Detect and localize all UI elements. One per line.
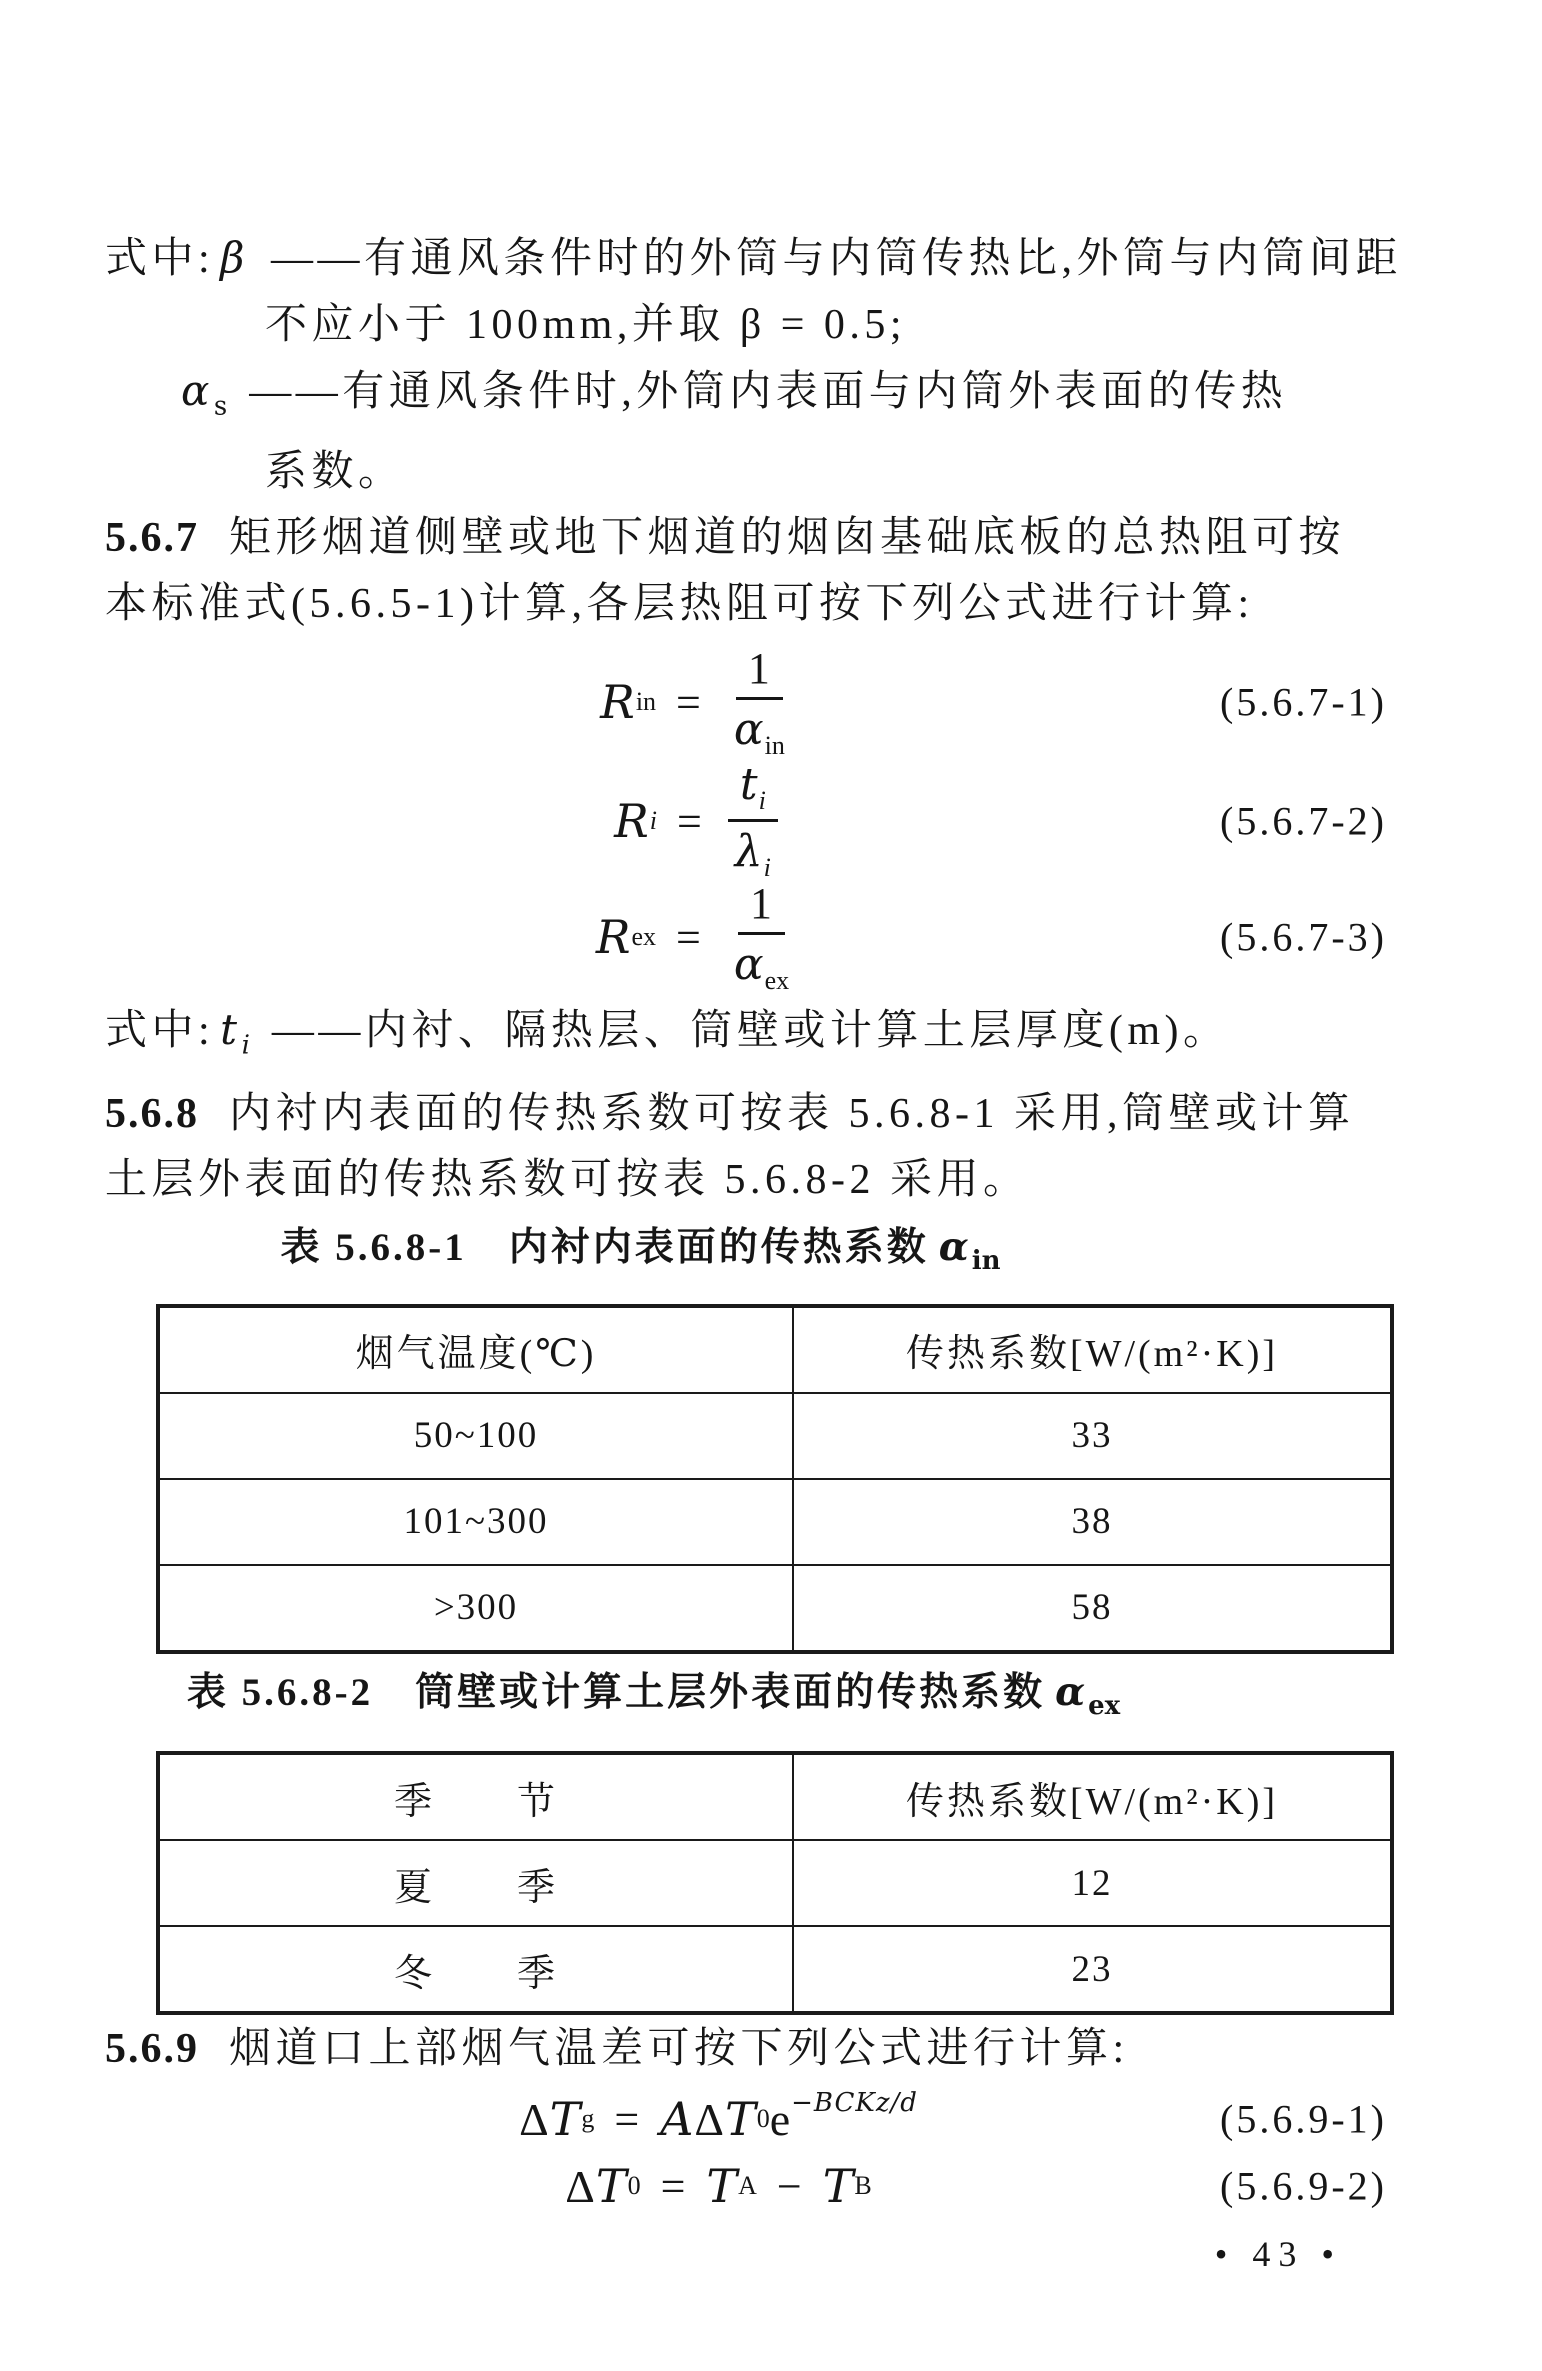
alpha-s-symbol: $\alpha_s$ — [181, 366, 228, 422]
numerator: 1 — [736, 646, 783, 700]
numerator: $t_i$ — [728, 762, 778, 822]
T-subscript: 0 — [756, 2104, 770, 2134]
formula-body — [565, 2159, 871, 2213]
delta-symbol: Δ — [694, 2093, 726, 2145]
table-row — [158, 1479, 1392, 1565]
R-subscript: i — [649, 806, 657, 836]
beta-definition-line2: 不应小于 100mm,并取 β = 0.5; — [265, 302, 907, 348]
coef-value-cell: 38 — [793, 1479, 1392, 1565]
section-text: 矩形烟道侧壁或地下烟道的烟囱基础底板的总热阻可按 — [229, 515, 1346, 562]
R-symbol: R — [600, 675, 636, 730]
T-subscript: B — [854, 2171, 872, 2201]
section-5-6-8-line1 — [105, 1081, 1442, 1147]
equals-sign: = — [614, 2094, 641, 2144]
equals-sign: = — [676, 796, 703, 846]
T-symbol: T — [822, 2159, 855, 2214]
fraction — [722, 643, 797, 760]
section-text: 内衬内表面的传热系数可按表 5.6.8-1 采用,筒壁或计算 — [229, 1090, 1355, 1137]
denominator: $\alpha_{in}$ — [733, 703, 785, 760]
season-cell: 夏 季 — [158, 1840, 793, 1926]
beta-definition-line1 — [105, 225, 1442, 292]
header-season: 季 节 — [158, 1753, 793, 1840]
alpha-s-definition-line2: 系数。 — [265, 449, 405, 496]
formula-body — [519, 2088, 918, 2147]
formula-body — [595, 878, 801, 995]
equation-number: (5.6.9-2) — [1220, 2163, 1387, 2209]
T-symbol: T — [595, 2159, 628, 2214]
A-symbol: A — [660, 2092, 695, 2147]
temp-range-cell: 101~300 — [158, 1479, 793, 1565]
formula-body — [614, 758, 783, 882]
section-number: 5.6.9 — [105, 2026, 199, 2073]
coef-value-cell: 58 — [793, 1565, 1392, 1652]
equation-number: (5.6.9-1) — [1220, 2096, 1387, 2142]
fraction — [722, 878, 801, 995]
equals-sign: = — [676, 912, 702, 962]
coef-value-cell: 33 — [793, 1393, 1392, 1479]
denominator: $\alpha_{ex}$ — [733, 938, 790, 995]
section-5-6-9-line1 — [105, 2016, 1442, 2082]
temp-range-cell: >300 — [158, 1565, 793, 1652]
formula-5-6-9-2 — [105, 2151, 1442, 2221]
section-5-6-7-line2: 本标准式(5.6.5-1)计算,各层热阻可按下列公式进行计算: — [105, 581, 1254, 628]
ti-definition-line — [105, 997, 1442, 1078]
where-label: 式中: — [105, 1008, 215, 1055]
table-header-row — [158, 1306, 1392, 1393]
season-cell: 冬 季 — [158, 1926, 793, 2013]
section-number: 5.6.7 — [105, 515, 199, 562]
fraction — [723, 758, 783, 882]
formula-5-6-9-1 — [105, 2084, 1442, 2154]
beta-symbol: β — [220, 233, 249, 282]
section-text: 烟道口上部烟气温差可按下列公式进行计算: — [229, 2026, 1129, 2073]
section-5-6-7-line1 — [105, 505, 1442, 571]
header-heat-transfer-coef: 传热系数[W/(m²·K)] — [793, 1753, 1392, 1840]
formula-5-6-7-3 — [105, 877, 1442, 997]
T-subscript: g — [581, 2104, 595, 2134]
coef-value-cell: 23 — [793, 1926, 1392, 2013]
R-subscript: ex — [631, 922, 657, 952]
delta-symbol: Δ — [519, 2093, 550, 2145]
equation-number: (5.6.7-1) — [1220, 679, 1387, 725]
equation-number: (5.6.7-3) — [1220, 914, 1387, 960]
formula-5-6-7-1 — [105, 642, 1442, 762]
delta-symbol: Δ — [565, 2160, 596, 2212]
equals-sign: = — [660, 2161, 687, 2211]
table-row — [158, 1565, 1392, 1652]
table-row — [158, 1840, 1392, 1926]
minus-sign: − — [776, 2161, 803, 2211]
table-row — [158, 1393, 1392, 1479]
T-subscript: 0 — [627, 2171, 641, 2201]
R-symbol: R — [614, 794, 650, 849]
denominator: $\lambda_i$ — [734, 825, 771, 882]
R-subscript: in — [635, 687, 657, 717]
coef-value-cell: 12 — [793, 1840, 1392, 1926]
T-subscript: A — [738, 2171, 757, 2201]
table2-caption: 表 5.6.8-2 筒壁或计算土层外表面的传热系数 $\alpha_{ex}$ — [186, 1668, 1121, 1721]
section-number: 5.6.8 — [105, 1090, 199, 1137]
numerator: 1 — [738, 881, 785, 935]
ti-symbol: $t_i$ — [220, 1005, 250, 1061]
T-symbol: T — [549, 2092, 582, 2147]
ti-definition-text: ——内衬、隔热层、筒壁或计算土层厚度(m)。 — [271, 1008, 1230, 1055]
formula-5-6-7-2 — [105, 758, 1442, 882]
beta-definition-text: ——有通风条件时的外筒与内筒传热比,外筒与内筒间距 — [270, 236, 1402, 282]
e-symbol: e — [769, 2093, 792, 2145]
table1-caption: 表 5.6.8-1 内衬内表面的传热系数 $\alpha_{in}$ — [280, 1223, 1001, 1276]
where-label: 式中: — [105, 236, 215, 282]
header-heat-transfer-coef: 传热系数[W/(m²·K)] — [793, 1306, 1392, 1393]
alpha-s-definition-text: ——有通风条件时,外筒内表面与内筒外表面的传热 — [249, 369, 1288, 415]
alpha-ex-symbol: $\alpha_{ex}$ — [1055, 1668, 1121, 1721]
alpha-in-symbol: $\alpha_{in}$ — [938, 1223, 1001, 1276]
equals-sign: = — [676, 677, 702, 727]
T-symbol: T — [706, 2159, 739, 2214]
alpha-s-definition-line1 — [105, 358, 1442, 439]
header-flue-gas-temp: 烟气温度(℃) — [158, 1306, 793, 1393]
page-number: • 43 • — [1214, 2234, 1342, 2275]
equation-number: (5.6.7-2) — [1220, 798, 1387, 844]
exponent: −BCKz/d — [791, 2088, 918, 2119]
table-5-6-8-2 — [156, 1751, 1394, 2015]
table-5-6-8-1 — [156, 1304, 1394, 1654]
formula-body — [600, 643, 797, 760]
R-symbol: R — [595, 910, 632, 965]
temp-range-cell: 50~100 — [158, 1393, 793, 1479]
section-5-6-8-line2: 土层外表面的传热系数可按表 5.6.8-2 采用。 — [105, 1156, 1030, 1203]
T-symbol: T — [725, 2092, 757, 2147]
table-header-row — [158, 1753, 1392, 1840]
table-row — [158, 1926, 1392, 2013]
